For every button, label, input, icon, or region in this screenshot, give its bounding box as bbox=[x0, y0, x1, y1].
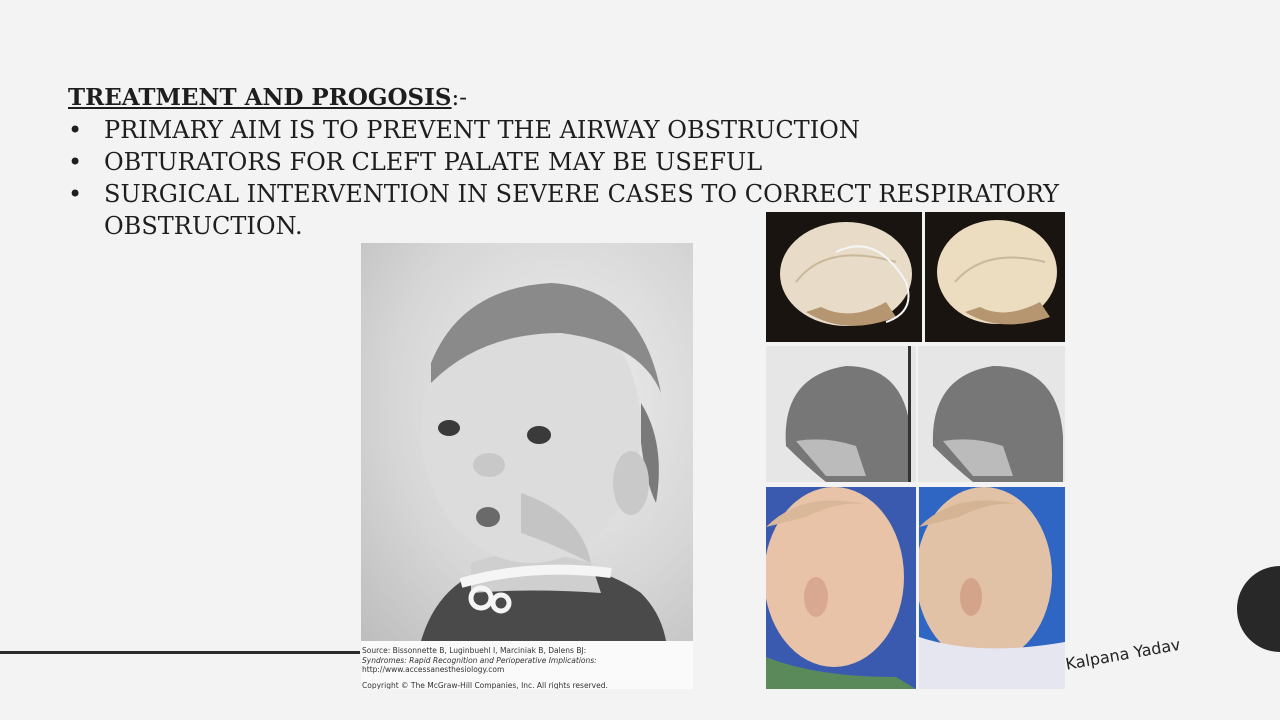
bullet-text: OBTURATORS FOR CLEFT PALATE MAY BE USEFUL bbox=[104, 148, 763, 176]
decorative-circle bbox=[1237, 566, 1280, 652]
ct-skull-before bbox=[766, 212, 922, 342]
slide-heading bbox=[68, 82, 1148, 114]
ct-skull-after bbox=[925, 212, 1065, 342]
figure-caption bbox=[362, 646, 692, 689]
caption-copyright: Copyright © The McGraw-Hill Companies, Inc. All rights reserved. bbox=[362, 680, 608, 689]
author-signature: Kalpana Yadav bbox=[1064, 634, 1182, 674]
slide-divider-line bbox=[0, 651, 360, 654]
bullet-text: PRIMARY AIM IS TO PREVENT THE AIRWAY OBSTRUCTION bbox=[104, 116, 860, 144]
xray-lateral-before bbox=[766, 346, 916, 482]
profile-photo-before bbox=[766, 487, 916, 689]
infant-photo-figure bbox=[361, 243, 693, 689]
infant-photo bbox=[361, 243, 693, 641]
caption-title: Syndromes: Rapid Recognition and Perioperative Implications: bbox=[362, 655, 597, 665]
caption-url: http://www.accessanesthesiology.com bbox=[362, 665, 505, 674]
bullet-item bbox=[68, 114, 1148, 146]
bullet-dot: • bbox=[68, 148, 83, 176]
bullet-text: SURGICAL INTERVENTION IN SEVERE CASES TO CORRECT RESPIRATORY OBSTRUCTION. bbox=[104, 180, 1060, 240]
heading-text: TREATMENT AND PROGOSIS bbox=[68, 84, 452, 111]
infant-illustration bbox=[361, 243, 693, 641]
bullet-dot: • bbox=[68, 116, 83, 144]
profile-photo-after bbox=[919, 487, 1065, 689]
bullet-item bbox=[68, 146, 1148, 178]
xray-lateral-after bbox=[918, 346, 1065, 482]
caption-source: Source: Bissonnette B, Luginbuehl I, Marciniak B, Dalens BJ: bbox=[362, 646, 587, 655]
bullet-dot: • bbox=[68, 180, 83, 208]
heading-suffix: :- bbox=[451, 85, 468, 111]
